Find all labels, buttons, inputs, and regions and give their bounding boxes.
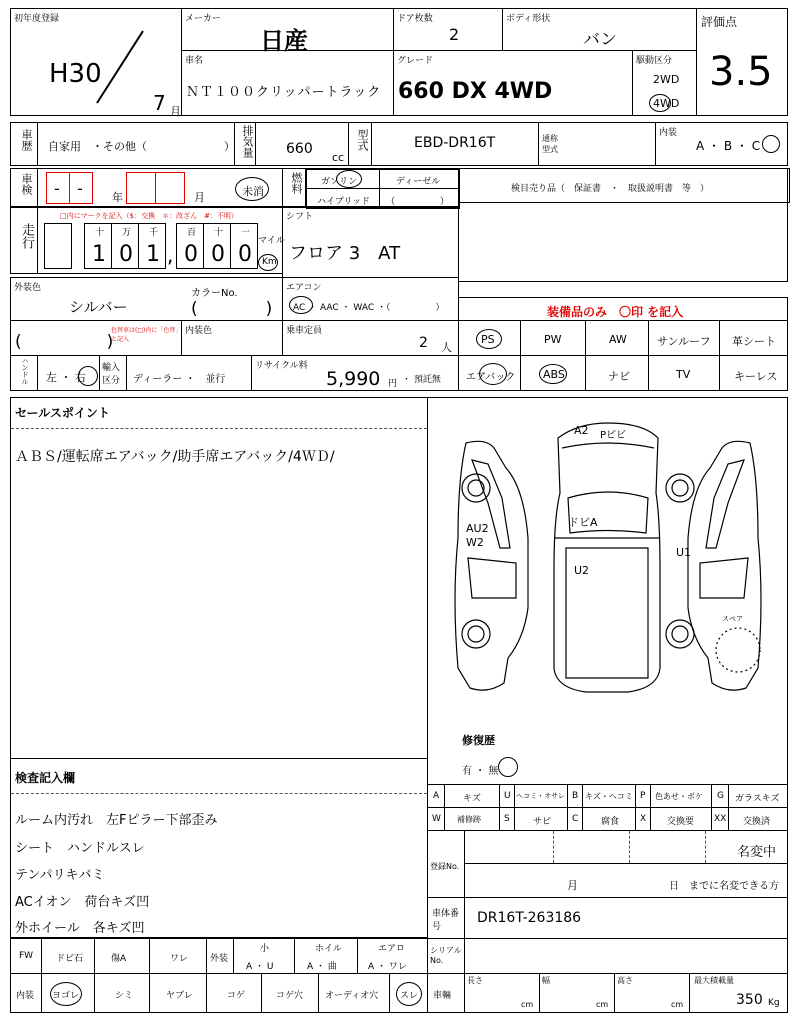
color-change-cell	[10, 320, 182, 356]
handle-label: ハンドル	[21, 357, 29, 385]
insp-box-3	[126, 172, 156, 204]
digit-box-5: 十 0	[203, 223, 231, 269]
body-label: ボディ形状	[506, 14, 551, 24]
mark-w2: W2	[466, 536, 484, 549]
insp-box-4	[155, 172, 185, 204]
colorno-label: カラーNo.	[191, 288, 238, 299]
grade-cell	[393, 50, 633, 116]
mark-u2: U2	[574, 564, 590, 577]
handle-value: 左 ・ 右	[46, 371, 86, 384]
diagram-box	[427, 397, 788, 785]
exterior-small-cell: 小 A ・ U	[233, 938, 295, 974]
disp-unit: cc	[332, 151, 345, 164]
docs-label: 検目売り品（ 保証書 ・ 取扱説明書 等 ）	[511, 184, 710, 194]
history-value: 自家用 ・その他（ ）	[48, 140, 235, 153]
handle-circle	[78, 366, 98, 386]
first-reg-year: H30	[49, 59, 102, 89]
ac-circle	[289, 296, 313, 314]
interior-item-1: ヨゴレ	[41, 973, 95, 1013]
shift-cell	[282, 206, 459, 278]
doors-label: ドア枚数	[397, 14, 433, 24]
equip-pw: PW	[520, 320, 586, 356]
interior-grade-circle	[762, 135, 780, 153]
interior-item-2: シミ	[94, 973, 150, 1013]
repair-label: 修復歴	[462, 734, 495, 747]
insp-year-unit: 年	[112, 191, 123, 204]
model-cell	[371, 122, 539, 166]
carname-cell	[181, 50, 394, 116]
sales-points-divider	[11, 428, 427, 429]
import-value: ディーラー ・ 並行	[133, 374, 226, 385]
spare-label: スペア	[722, 615, 743, 623]
stain-circle	[50, 982, 82, 1006]
handle-cell	[37, 355, 100, 391]
equip-title-cell	[458, 297, 788, 321]
dims-length: 長さ cm	[464, 973, 540, 1013]
recycle-deposit: ・ 預託無	[402, 375, 441, 385]
digit-6: 0	[238, 242, 252, 267]
scuff-circle	[396, 982, 422, 1006]
abs-circle	[539, 364, 567, 384]
drive-4wd-circle	[649, 94, 671, 112]
insp-box-1: -	[46, 172, 70, 204]
disp-label: 排気量	[241, 125, 254, 158]
dims-load: 最大積載量 350 Kg	[689, 973, 788, 1013]
mark-u1: U1	[676, 546, 692, 559]
dims-label-cell	[427, 973, 465, 1013]
disp-label-cell	[234, 122, 256, 166]
doors-cell	[393, 8, 503, 51]
history-label-cell	[10, 122, 38, 166]
digit-3: 1	[146, 242, 160, 267]
km-label: Km	[262, 257, 277, 267]
mark-pbibi: Pピビ	[600, 430, 627, 441]
body-value: バン	[583, 30, 617, 50]
shift-label: シフト	[286, 212, 314, 222]
dims-height: 高さ cm	[614, 973, 690, 1013]
exterior-color-cell	[10, 277, 283, 321]
carname-value: ＮＴ１００クリッパートラック	[186, 85, 382, 100]
common-cell	[538, 122, 656, 166]
score-cell	[696, 8, 788, 116]
digit-box-4: 百 0	[176, 223, 204, 269]
sales-points-title: セールスポイント	[15, 406, 110, 420]
equip-tv: TV	[648, 355, 720, 391]
mark-au2: AU2	[466, 522, 489, 535]
doors-value: 2	[449, 25, 460, 44]
registration-label-cell	[427, 830, 465, 898]
mileage-comma: ,	[167, 243, 174, 267]
equip-abs: ABS	[520, 355, 586, 391]
common-label: 通称型式	[542, 134, 558, 154]
maker-value: 日産	[260, 27, 308, 55]
fw-item-2: 傷A	[94, 938, 150, 974]
capacity-label: 乗車定員	[286, 326, 323, 336]
mileage-label-cell	[10, 206, 38, 274]
history-cell	[37, 122, 235, 166]
docs-header	[458, 168, 790, 203]
interior-grade-cell	[655, 122, 788, 166]
interior-grade-value: A ・ B ・ C	[696, 139, 761, 153]
drive-cell	[632, 50, 697, 116]
drive-2wd: 2WD	[653, 73, 680, 86]
docs-cell	[458, 168, 788, 282]
fuel-diesel: ディーゼル	[396, 177, 441, 187]
fuel-hybrid: ハイブリッド	[317, 197, 371, 207]
inspection-notes-divider	[11, 793, 427, 794]
carname-label: 車名	[185, 56, 204, 66]
repair-none-circle	[498, 757, 518, 777]
model-value: EBD-DR16T	[414, 135, 496, 151]
equip-aw: AW	[585, 320, 649, 356]
month-unit: 月	[170, 105, 181, 118]
recycle-value: 5,990	[326, 368, 381, 390]
inspection-label: 車検	[20, 173, 33, 195]
maker-label: メーカー	[185, 14, 221, 24]
fuel-cell	[305, 168, 459, 208]
disp-value: 660	[286, 141, 313, 157]
recycle-label: リサイクル料	[255, 361, 308, 371]
repair-value: 有 ・ 無	[462, 766, 499, 777]
inspection-notes-box	[10, 758, 428, 938]
drive-4wd: 4WD	[653, 97, 680, 110]
recycle-unit: 円	[388, 379, 398, 389]
digit-box-6: 一 0	[230, 223, 258, 269]
fw-item-3: ワレ	[149, 938, 207, 974]
capacity-unit: 人	[441, 341, 452, 354]
exterior-aero-cell: エアロ A ・ ワレ	[357, 938, 428, 974]
disp-cell	[255, 122, 349, 166]
vin-cell	[464, 897, 788, 939]
inspection-label-cell	[10, 168, 38, 208]
dims-width: 幅 cm	[539, 973, 615, 1013]
inspection-note-5: 外ホイール 各キズ凹	[15, 921, 145, 936]
mark-dobia: ドビA	[568, 516, 598, 529]
name-change-label: 名変中	[737, 845, 777, 860]
registration-day: 日 までに名変できる方	[669, 881, 779, 892]
capacity-cell	[282, 320, 459, 356]
equip-sunroof: サンルーフ	[648, 320, 720, 356]
fuel-label-cell	[282, 168, 306, 208]
first-reg-label: 初年度登録	[14, 14, 60, 24]
body-cell	[502, 8, 697, 51]
equip-leather: 革シート	[719, 320, 788, 356]
fuel-other: （ ）	[386, 197, 450, 207]
import-label: 輸入区分	[102, 363, 121, 386]
inspection-note-2: シート ハンドルスレ	[15, 841, 145, 856]
fuel-diesel-cell	[379, 169, 460, 189]
mileage-cell	[37, 206, 283, 274]
score-value: 3.5	[709, 49, 773, 95]
model-label: 型式	[356, 129, 369, 151]
interior-item-7: スレ	[389, 973, 428, 1013]
equip-airbag: エアバック	[458, 355, 521, 391]
insp-uninspected: 未消	[242, 185, 264, 198]
shift-value: フロア 3 AT	[289, 243, 401, 264]
interior2-label-cell: 内装	[10, 973, 42, 1013]
registration-label: 登録No.	[430, 862, 460, 871]
interior-color-label: 内装色	[185, 326, 213, 336]
insp-month-unit: 月	[194, 191, 205, 204]
colorno-paren: ( )	[191, 299, 273, 319]
digit-1: 1	[92, 242, 106, 267]
exterior2-label-cell: 外装	[206, 938, 234, 974]
digit-box-1: 十 1	[84, 223, 112, 269]
serial-label: シリアルNo.	[430, 946, 462, 965]
serial-cell	[464, 938, 788, 974]
inspection-note-3: テンパリキバミ	[15, 868, 105, 883]
grade-value: 660 DX 4WD	[398, 79, 553, 104]
ac-value: AC ・ AAC ・ WAC ・（ ）	[293, 303, 445, 313]
exterior-color-label: 外装色	[14, 283, 42, 293]
interior-grade-label: 内装	[659, 128, 678, 138]
exterior-wheel-cell: ホイル A ・ 曲	[294, 938, 358, 974]
history-label: 車歴	[20, 129, 33, 151]
mile-label: マイル	[258, 236, 285, 246]
digit-2: 0	[119, 242, 133, 267]
interior-item-5: コゲ穴	[261, 973, 319, 1013]
capacity-value: 2	[419, 335, 428, 351]
handle-label-cell	[10, 355, 38, 391]
score-label: 評価点	[701, 15, 738, 29]
mileage-note: □内にマークを記入（$：交換 ＊：改ざん #：不明）	[60, 212, 238, 220]
model-label-cell	[348, 122, 372, 166]
inspection-note-1: ルーム内汚れ 左Fピラー下部歪み	[15, 813, 218, 828]
inspection-notes-title: 検査記入欄	[15, 771, 76, 785]
fuel-gasoline-circle	[336, 170, 362, 188]
vin-value: DR16T-263186	[477, 910, 582, 926]
digit-4: 0	[184, 242, 198, 267]
serial-label-cell	[427, 938, 465, 974]
vin-label: 車体番号	[432, 909, 460, 932]
mileage-blank-box	[44, 223, 72, 269]
registration-month: 月	[567, 879, 578, 892]
fw-label-cell: FW	[10, 938, 42, 974]
equip-title: 装備品のみ 〇印 を記入	[547, 305, 684, 319]
equip-keyless: キーレス	[719, 355, 788, 391]
digit-box-2: 万 0	[111, 223, 139, 269]
insp-box-2: -	[69, 172, 93, 204]
import-cell	[126, 355, 252, 391]
interior-item-3: ヤブレ	[149, 973, 207, 1013]
ps-circle	[476, 329, 502, 349]
inspection-cell	[37, 168, 283, 208]
recycle-cell	[251, 355, 459, 391]
load-value: 350	[736, 992, 763, 1008]
first-reg-cell	[10, 8, 182, 116]
fuel-gasoline: ガソリン	[321, 177, 358, 187]
mileage-label: 走行	[19, 223, 34, 249]
equip-ps: PS	[458, 320, 521, 356]
first-reg-month: 7	[153, 91, 166, 115]
vin-label-cell	[427, 897, 465, 939]
grade-label: グレード	[397, 56, 434, 66]
color-change-paren: ( )	[15, 332, 114, 352]
interior-color-cell	[181, 320, 283, 356]
interior-item-4: コゲ	[206, 973, 262, 1013]
drive-label: 駆動区分	[636, 56, 673, 66]
maker-cell	[181, 8, 394, 55]
color-change-note: 色替車は(□)内に「色替」と記入	[111, 327, 179, 343]
fw-item-1: ドビ石	[41, 938, 95, 974]
registration-cell	[464, 830, 788, 898]
interior-item-6: オーディオ穴	[318, 973, 390, 1013]
digit-box-3: 千 1	[138, 223, 166, 269]
ac-cell	[282, 277, 459, 321]
slash-mark	[91, 27, 151, 107]
inspection-note-4: ACイオン 荷台キズ凹	[15, 895, 150, 910]
equip-navi: ナビ	[585, 355, 649, 391]
uninspected-circle	[235, 177, 269, 201]
km-circle	[258, 254, 278, 271]
import-label-cell	[99, 355, 127, 391]
exterior-color-value: シルバー	[69, 298, 128, 316]
ac-label: エアコン	[286, 283, 322, 293]
fuel-label: 燃料	[290, 172, 303, 194]
sales-points-text: ＡＢＳ/運転席エアバック/助手席エアバック/4ＷＤ/	[15, 449, 335, 465]
airbag-circle	[479, 363, 507, 385]
digit-5: 0	[211, 242, 225, 267]
mark-a2: A2	[574, 424, 589, 437]
sales-points-box	[10, 397, 428, 759]
dims-label: 車輛	[433, 991, 452, 1001]
